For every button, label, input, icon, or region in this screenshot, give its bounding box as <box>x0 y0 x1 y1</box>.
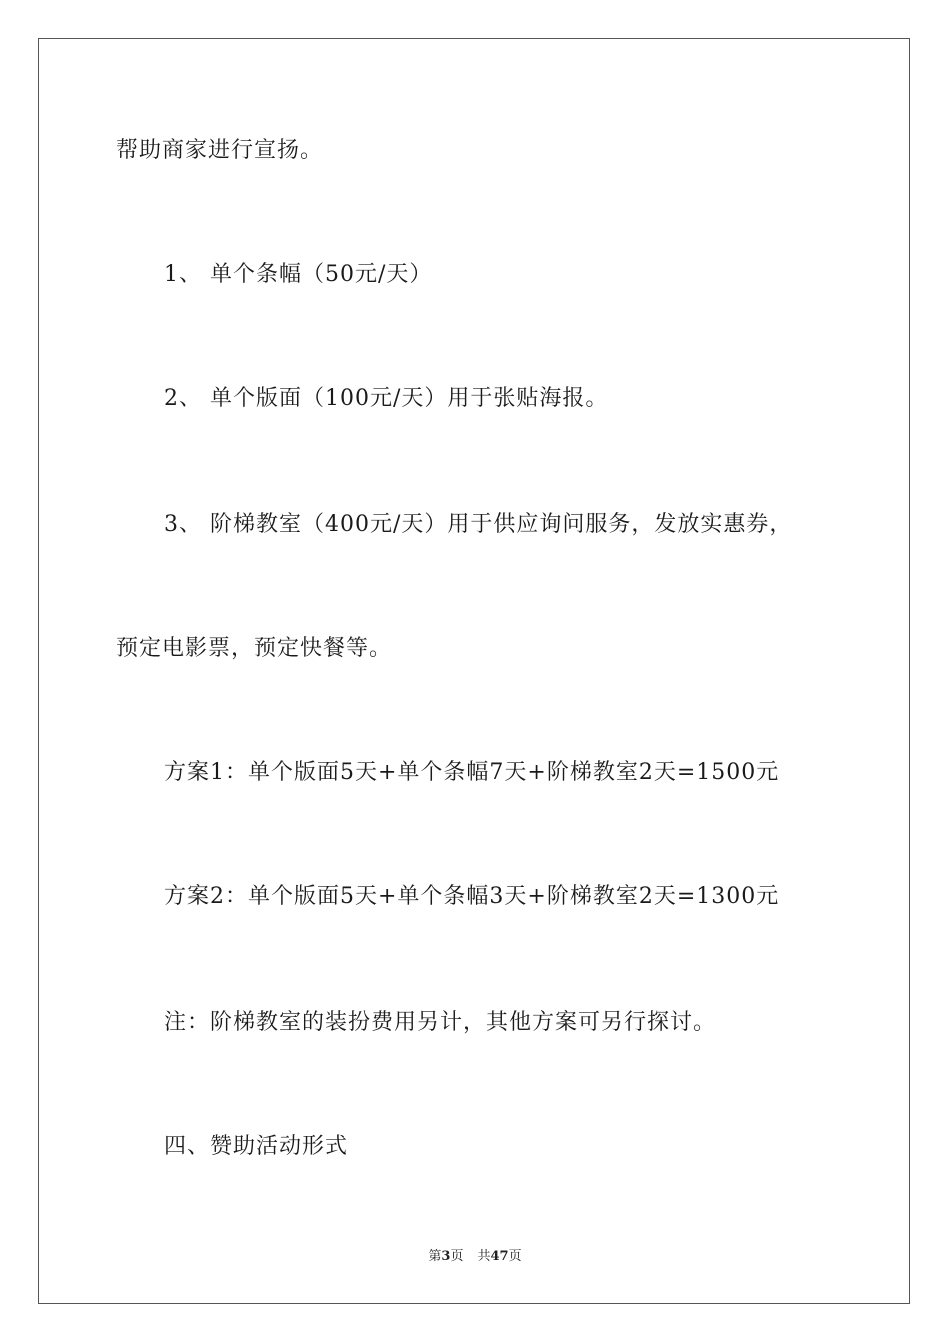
plan-two: 方案2：单个版面5天+单个条幅3天+阶梯教室2天=1300元 <box>164 884 780 909</box>
total-suffix: 页 <box>508 1249 522 1264</box>
page-number: 3 <box>441 1249 451 1264</box>
section-heading: 四、赞助活动形式 <box>164 1134 349 1159</box>
page-suffix: 页 <box>450 1249 464 1264</box>
plan-one: 方案1：单个版面5天+单个条幅7天+阶梯教室2天=1500元 <box>164 760 780 785</box>
paragraph-line-continued: 预定电影票，预定快餐等。 <box>116 636 393 661</box>
page-prefix: 第 <box>428 1249 442 1264</box>
list-item-banner: 1、 单个条幅（50元/天） <box>164 262 433 287</box>
total-pages: 47 <box>490 1249 509 1264</box>
paragraph-line: 帮助商家进行宣扬。 <box>116 138 324 163</box>
list-item-classroom: 3、 阶梯教室（400元/天）用于供应询问服务，发放实惠券， <box>164 512 793 537</box>
page-border <box>38 38 910 1304</box>
note-line: 注：阶梯教室的装扮费用另计，其他方案可另行探讨。 <box>164 1010 717 1035</box>
page-footer <box>0 1248 950 1266</box>
list-item-board: 2、 单个版面（100元/天）用于张贴海报。 <box>164 386 609 411</box>
total-prefix: 共 <box>477 1249 491 1264</box>
